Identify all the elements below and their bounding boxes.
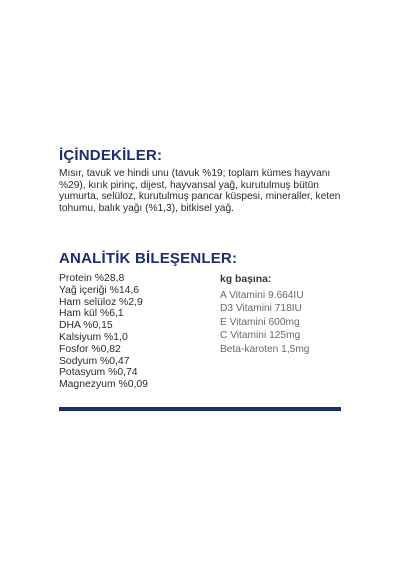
section-divider [59, 407, 341, 411]
vitamin-e: E Vitamini 600mg [220, 316, 300, 328]
per-kg-section [220, 273, 309, 356]
beta-carotene: Beta-karoten 1,5mg [220, 343, 310, 355]
analysis-item-fat: Yağ içeriği %14,6 [59, 284, 140, 296]
analysis-item-sodium: Sodyum %0,47 [59, 355, 130, 367]
analysis-title: ANALİTİK BİLEŞENLER: [59, 250, 238, 267]
analysis-item-dha: DHA %0,15 [59, 320, 113, 332]
analysis-item-crude-fibre: Ham selüloz %2,9 [59, 296, 143, 308]
analysis-item-protein: Protein %28,8 [59, 273, 125, 284]
vitamin-a: A Vitamini 9.664IU [220, 290, 304, 301]
analysis-item-calcium: Kalsiyum %1,0 [59, 331, 128, 343]
ingredients-title: İÇİNDEKİLER: [59, 147, 163, 164]
per-kg-heading: kg başına: [220, 274, 272, 285]
vitamin-d3: D3 Vitamini 718IU [220, 303, 302, 315]
analysis-list [59, 273, 148, 391]
analysis-item-crude-ash: Ham kül %6,1 [59, 308, 124, 320]
analysis-item-phosphorus: Fosfor %0,82 [59, 343, 121, 355]
per-kg-list [220, 289, 309, 356]
analysis-item-magnesium: Magnezyum %0,09 [59, 379, 148, 391]
analysis-item-potassium: Potasyum %0,74 [59, 367, 138, 379]
ingredients-text: Mısır, tavuk ve hindi unu (tavuk %19; toplam kümes hayvanı %29), kırık pirinç, dijest, hayvansal yağ, kurutulmuş bütün yumurta, selüloz, kurutulmuş pancar küspesi, mineraller, keten tohumu, balık yağı (%1,3), bitkisel yağ. [59, 168, 341, 214]
vitamin-c: C Vitamini 125mg [220, 330, 301, 342]
